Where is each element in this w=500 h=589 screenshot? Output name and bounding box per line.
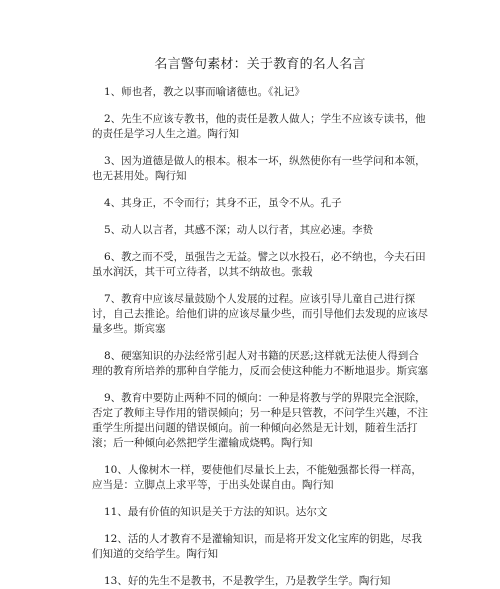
quote-item: 2、先生不应该专教书，他的责任是教人做人；学生不应该专读书，他的责任是学习人生之道。陶行知 — [92, 113, 426, 140]
quote-item: 11、最有价值的知识是关于方法的知识。达尔文 — [104, 506, 328, 518]
document-title: 名言警句素材：关于教育的名人名言 — [154, 57, 366, 72]
quote-item: 3、因为道德是做人的根本。根本一坏，纵然使你有一些学问和本领，也无甚用处。陶行知 — [92, 155, 426, 182]
quote-item: 8、硬塞知识的办法经常引起人对书籍的厌恶;这样就无法使人得到合理的教育所培养的那种自学能力，反而会使这种能力不断地退步。斯宾塞 — [92, 350, 428, 377]
quote-item: 13、好的先生不是教书，不是教学生，乃是教学生学。陶行知 — [104, 575, 391, 587]
quote-item: 10、人像树木一样，要使他们尽量长上去，不能勉强都长得一样高，应当是：立脚点上求平等，于出头处谋自由。陶行知 — [92, 464, 422, 491]
quote-item: 1、师也者，教之以事而喻诸德也。《礼记》 — [104, 86, 305, 98]
quote-item: 5、动人以言者，其感不深；动人以行者，其应必速。李贽 — [104, 224, 374, 236]
quote-item: 6、教之而不受，虽强告之无益。譬之以水投石，必不纳也，今夫石田虽水润沃，其干可立待者，以其不纳故也。张载 — [92, 251, 426, 278]
quote-list — [92, 85, 428, 589]
quote-item: 9、教育中要防止两种不同的倾向：一种是将教与学的界限完全泯除，否定了教师主导作用的错误倾向；另一种是只管教，不问学生兴趣，不注重学生所提出问题的错误倾向。前一种倾向必然是无计划，随着生活打滚；后一种倾向必然把学生灌输成烧鸭。陶行知 — [92, 392, 428, 449]
quote-item: 7、教育中应该尽量鼓励个人发展的过程。应该引导儿童自己进行探讨，自己去推论。给他们讲的应该尽量少些，而引导他们去发现的应该尽量多些。斯宾塞 — [92, 293, 428, 335]
quote-item: 12、活的人才教育不是灌输知识，而是将开发文化宝库的钥匙，尽我们知道的交给学生。陶行知 — [92, 533, 422, 560]
quote-item: 4、其身正，不令而行；其身不正，虽令不从。孔子 — [104, 197, 342, 209]
